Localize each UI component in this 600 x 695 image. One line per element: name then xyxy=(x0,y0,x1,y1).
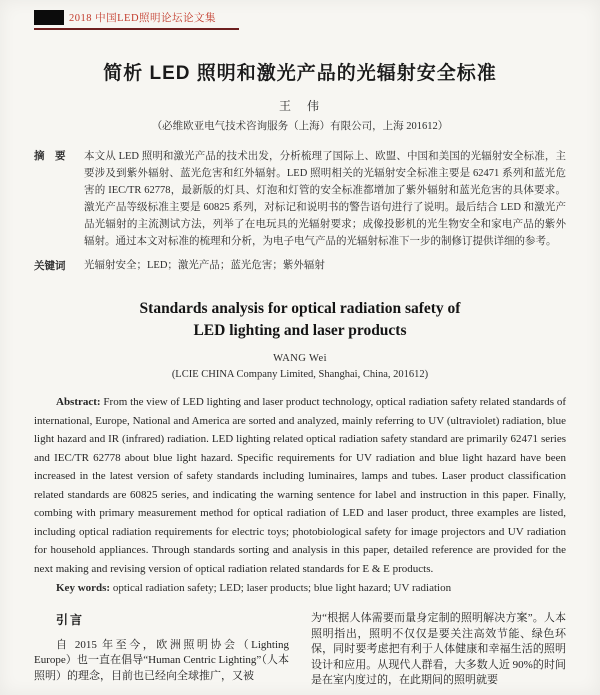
paper-title-en xyxy=(34,298,566,342)
keywords-label-cn: 关键词 xyxy=(34,260,66,272)
author-name-en: WANG Wei xyxy=(273,353,327,364)
intro-paragraph-left: 自 2015 年至今，欧洲照明协会（Lighting Europe）也一直在倡导“Human Centric Lighting”（人本照明）的理念，目前也已经向全球推广，又被 xyxy=(34,638,289,682)
title-en-line1: Standards analysis for optical radiation safety of xyxy=(139,300,461,317)
section-heading-intro: 引言 xyxy=(56,613,85,627)
keywords-text-en: optical radiation safety; LED; laser products; blue light hazard; UV radiation xyxy=(112,582,452,594)
keywords-text-cn: 光辐射安全；LED；激光产品；蓝光危害；紫外辐射 xyxy=(84,260,325,271)
abstract-en xyxy=(34,393,566,578)
author-name-cn: 王 伟 xyxy=(278,99,321,113)
abstract-label-cn: 摘 要 xyxy=(34,150,66,162)
column-right xyxy=(311,611,566,689)
keywords-label-en: Key words: xyxy=(56,582,111,594)
abstract-cn xyxy=(34,148,566,250)
intro-paragraph-right: 为“根据人体需要而量身定制的照明解决方案”。人本照明指出，照明不仅仅是要关注高效节能、绿色环保，同时要考虑把有利于人体健康和幸福生活的照明设计和应用。从现代人群看，大多数人近 90%的时间是在室内度过的，在此期间的照明就要 xyxy=(311,612,566,686)
column-left xyxy=(34,611,289,689)
paper-title-cn: 简析 LED 照明和激光产品的光辐射安全标准 xyxy=(103,63,497,84)
body-columns xyxy=(34,611,566,689)
header-black-tab xyxy=(34,10,64,25)
proceedings-label: 2018 中国LED照明论坛论文集 xyxy=(69,13,217,24)
page-header xyxy=(34,10,239,30)
title-en-line2: LED lighting and laser products xyxy=(193,322,407,339)
keywords-en xyxy=(34,579,566,597)
abstract-text-cn: 本文从 LED 照明和激光产品的技术出发，分析梳理了国际上、欧盟、中国和美国的光辐射安全标准，主要涉及到紫外辐射、蓝光危害和红外辐射。LED 照明相关的光辐射安全标准主要是 62471 系列和蓝光危害的 IEC/TR 62778，最新版的灯具、灯泡和灯管的安全标准都增加了紫外辐射和蓝光危害的具体要求。激光产品等级标准主要是 60825 系列，对标记和说明书的警告语句进行了说明。最后结合 LED 和激光产品光辐射的主流测试方法，列举了在电玩具的光辐射要求；成像投影机的光生物安全和家电产品的紫外辐射。通过本文对标准的梳理和分析，为电子电气产品的光辐射标准下一步的制修订提供详细的参考。 xyxy=(84,151,566,247)
affiliation-en: (LCIE CHINA Company Limited, Shanghai, China, 201612) xyxy=(171,369,429,380)
keywords-cn xyxy=(34,258,566,274)
affiliation-cn: （必维欧亚电气技术咨询服务（上海）有限公司，上海 201612） xyxy=(151,121,449,132)
abstract-text-en: From the view of LED lighting and laser product technology, optical radiation safety related standards of international, Europe, National and America are sorted and analyzed, mainly referring to UV (ultraviolet) radiation, blue light hazard and IR (infrared) radiation. LED lighting related optical radiation safety standard are primarily 62471 series and IEC/TR 62778 about blue light hazard. Specific requirements for UV radiation and blue light hazard have been increased in the latest version of safety standards including luminaires, lamps and tubes. Laser product classification related standards are 60825 series, and indicating the warning sentence for label and instruction in this paper. Finally, combing with primary measurement method for optical radiation of LED and laser product, three examples are listed, including optical radiation requirements for electric toys; photobiological safety for image projectors and UV radiation for household appliances. Through standards sorting and analysis in this paper, detailed reference are provided for the next making and revising version of optical radiation related standards for E & E products. xyxy=(34,396,567,575)
abstract-label-en: Abstract: xyxy=(56,396,101,408)
